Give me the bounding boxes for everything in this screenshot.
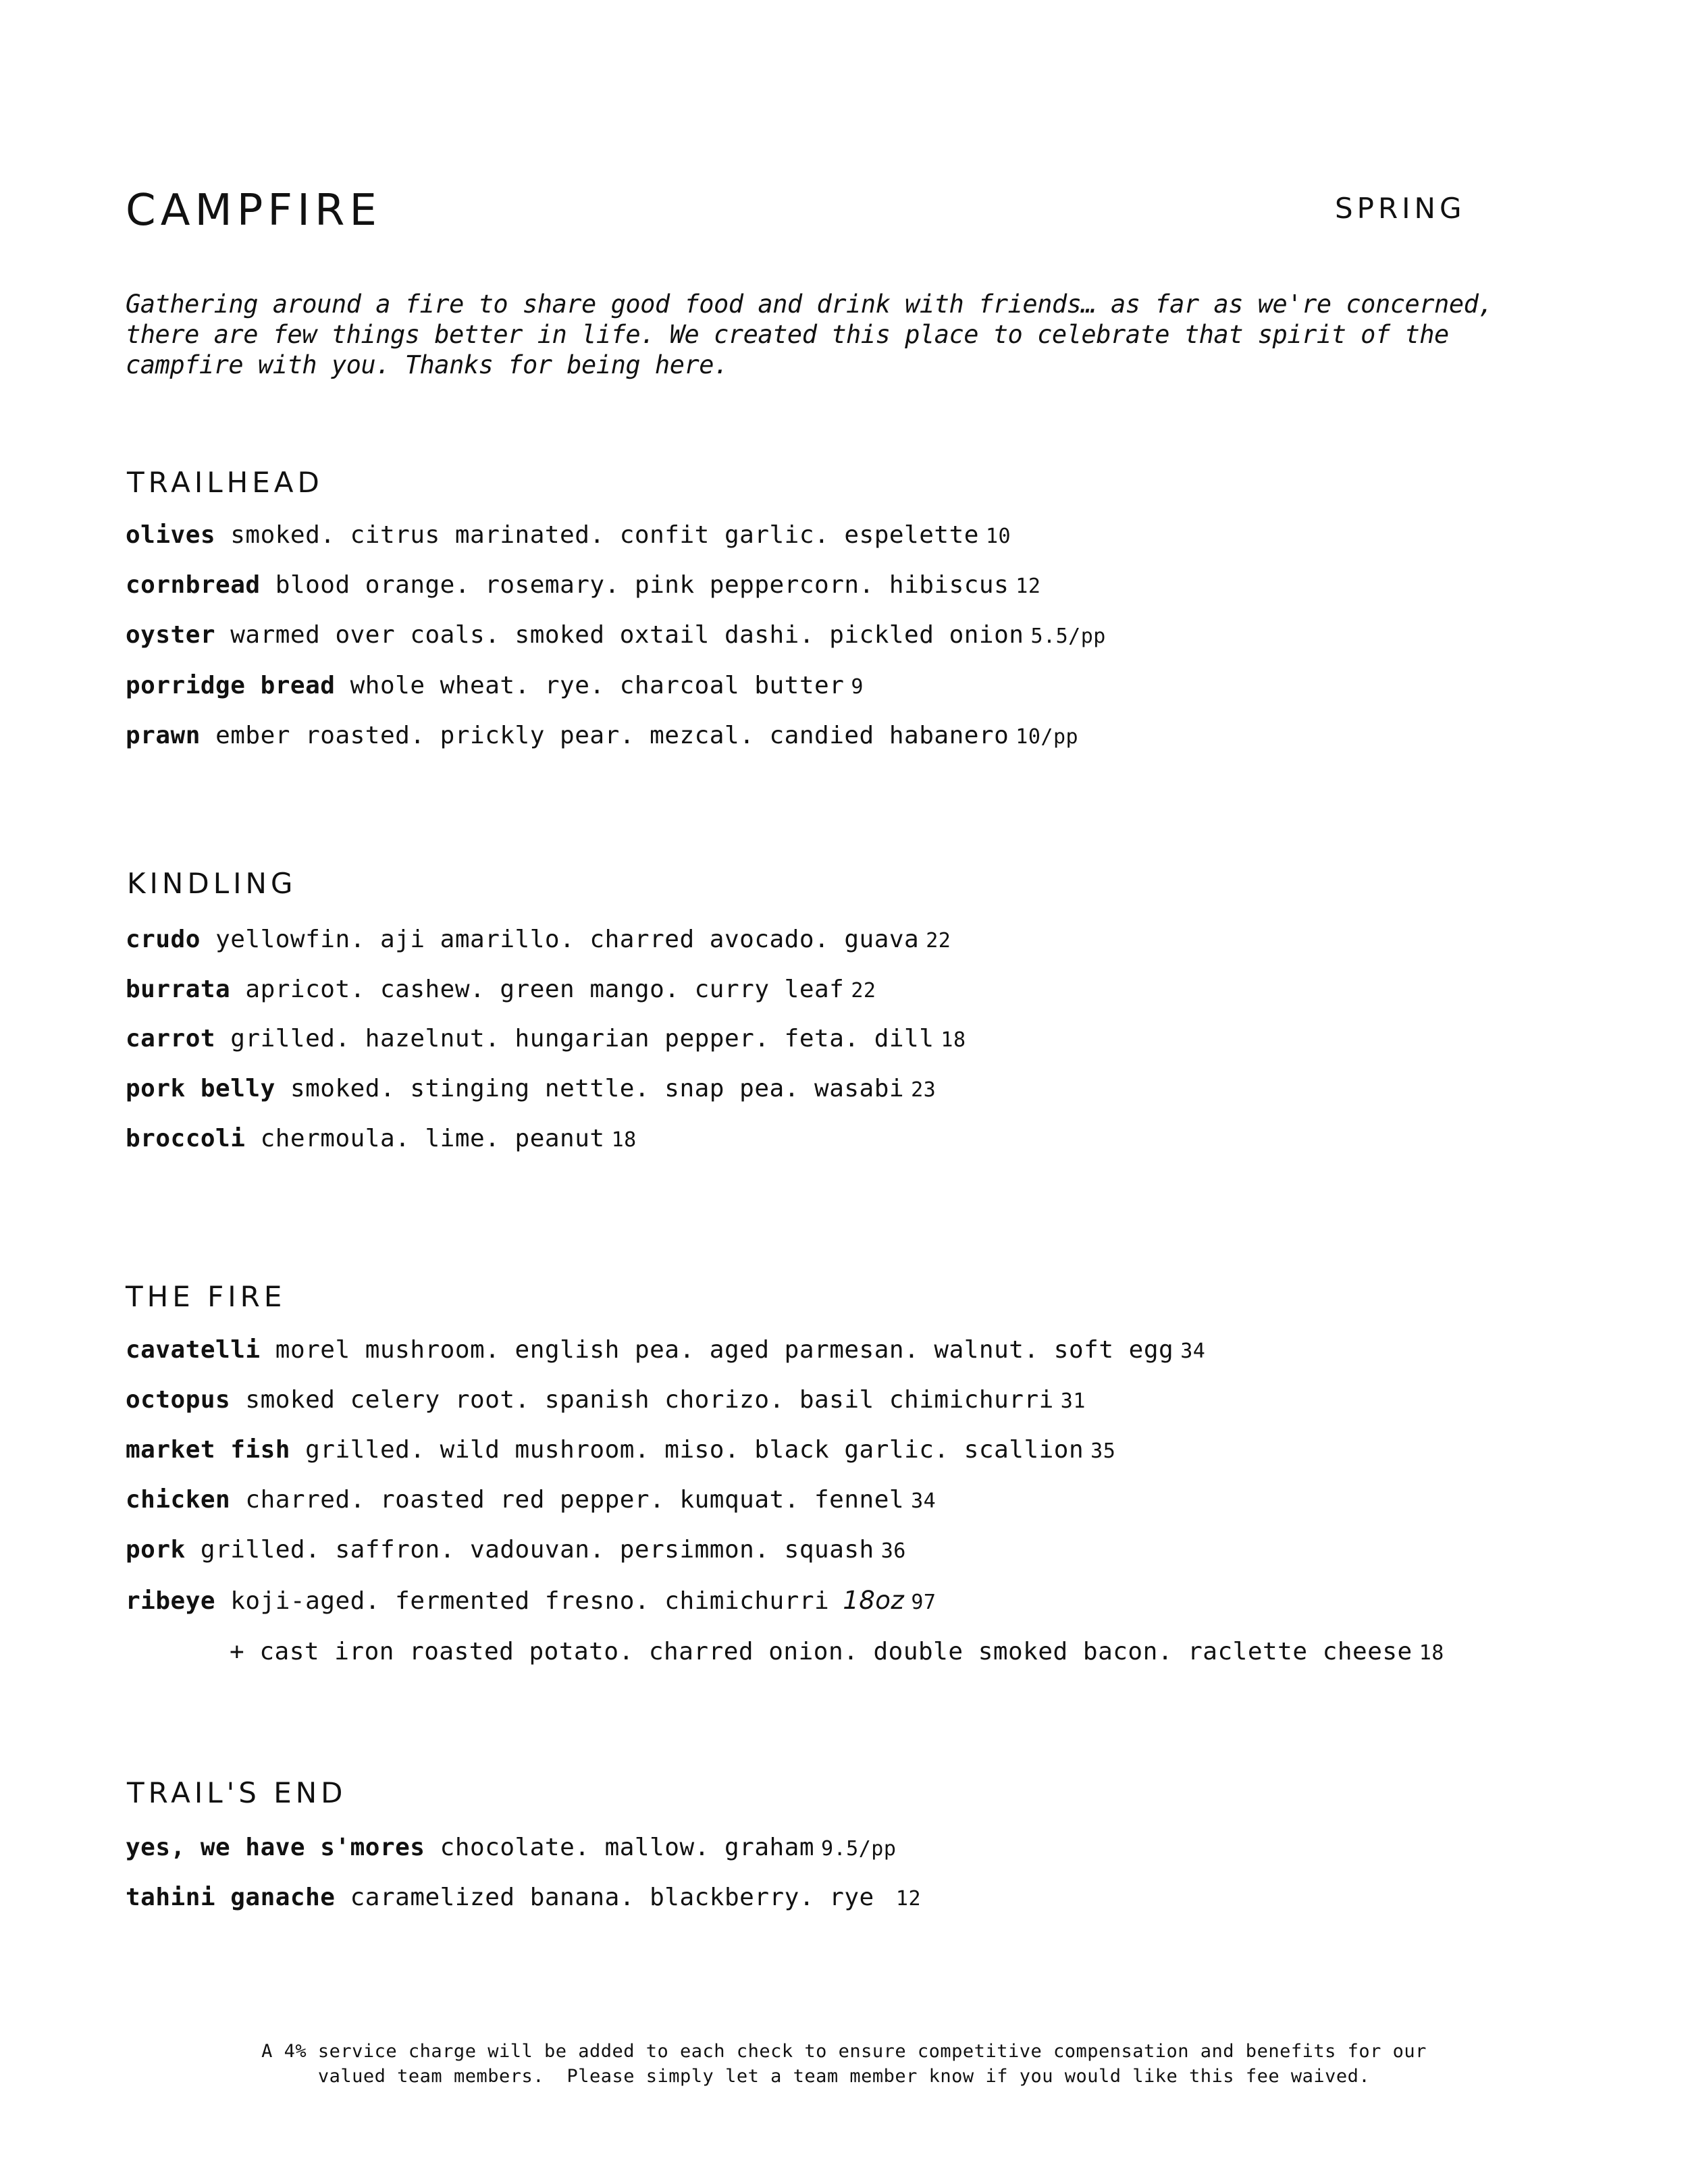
item-desc: blood orange. rosemary. pink peppercorn. hibiscus: [275, 571, 1009, 599]
item-name: yes, we have s'mores: [126, 1834, 425, 1861]
item-name: market fish: [126, 1436, 290, 1464]
item-desc: caramelized banana. blackberry. rye: [350, 1884, 889, 1911]
intro-line: there are few things better in life. We created this place to celebrate that spirit of the: [126, 320, 1449, 349]
item-name: chicken: [126, 1486, 231, 1514]
item-desc: grilled. wild mushroom. miso. black garlic. scallion: [305, 1436, 1084, 1464]
item-price: 23: [911, 1078, 937, 1102]
item-desc: apricot. cashew. green mango. curry leaf: [245, 976, 845, 1003]
item-price: 18: [611, 1128, 637, 1152]
item-price: 34: [911, 1489, 937, 1513]
menu-item: [126, 1027, 966, 1051]
item-name: oyster: [126, 621, 216, 649]
menu-item-addon: [230, 1640, 1444, 1664]
menu-item: [126, 523, 1011, 548]
addon-price: 18: [1419, 1641, 1444, 1665]
item-desc: yellowfin. aji amarillo. charred avocado. guava: [215, 926, 920, 953]
item-desc: smoked. citrus marinated. confit garlic. espelette: [230, 521, 979, 549]
item-desc: koji-aged. fermented fresno. chimichurri: [230, 1587, 830, 1615]
menu-item: [126, 1388, 1086, 1412]
menu-item: [126, 1886, 921, 1910]
menu-item: [126, 1538, 906, 1562]
item-price: 10: [985, 525, 1011, 548]
menu-item: [126, 1338, 1205, 1362]
item-name: carrot: [126, 1025, 216, 1053]
section-title-trails-end: TRAIL'S END: [127, 1776, 347, 1809]
item-name: broccoli: [126, 1125, 246, 1152]
item-desc: grilled. hazelnut. hungarian pepper. feta. dill: [230, 1025, 934, 1053]
season-label: SPRING: [1335, 192, 1466, 225]
item-name: porridge bread: [126, 672, 336, 699]
item-price: 5.5/pp: [1030, 624, 1106, 648]
item-price: 9: [851, 675, 864, 699]
item-price: 18: [941, 1028, 966, 1052]
footer-line: A 4% service charge will be added to each check to ensure competitive compensation and benefits for our: [261, 2041, 1427, 2062]
item-price: 10/pp: [1016, 725, 1079, 749]
intro-line: Gathering around a fire to share good food and drink with friends… as far as we're concerned,: [126, 290, 1494, 319]
section-title-kindling: KINDLING: [127, 867, 297, 900]
item-price: 12: [895, 1887, 922, 1911]
item-desc: charred. roasted red pepper. kumquat. fennel: [245, 1486, 905, 1514]
item-price: 12: [1016, 575, 1041, 598]
item-price: 97: [911, 1591, 937, 1614]
item-price: 35: [1090, 1439, 1116, 1463]
item-name: cavatelli: [126, 1336, 261, 1364]
footer-line: valued team members. Please simply let a team member know if you would like this fee waived.: [317, 2066, 1371, 2087]
item-name: burrata: [126, 976, 231, 1003]
section-title-the-fire: THE FIRE: [126, 1280, 286, 1313]
menu-item: [126, 928, 951, 952]
item-name: pork: [126, 1536, 186, 1564]
item-desc: smoked. stinging nettle. snap pea. wasabi: [290, 1075, 905, 1102]
item-desc: warmed over coals. smoked oxtail dashi. pickled onion: [230, 621, 1024, 649]
item-name: cornbread: [126, 571, 261, 599]
item-desc: chocolate. mallow. graham: [440, 1834, 815, 1861]
menu-item: [126, 1127, 637, 1151]
menu-item: [126, 1488, 936, 1512]
item-price: 34: [1180, 1339, 1206, 1363]
item-price: 22: [851, 979, 876, 1003]
menu-item: [126, 978, 876, 1002]
section-title-trailhead: TRAILHEAD: [127, 466, 323, 499]
menu-item: [126, 1588, 936, 1614]
item-name: octopus: [126, 1386, 231, 1414]
item-desc: grilled. saffron. vadouvan. persimmon. squash: [200, 1536, 874, 1564]
item-desc: whole wheat. rye. charcoal butter: [350, 672, 845, 699]
item-name: pork belly: [126, 1075, 275, 1102]
item-name: crudo: [126, 926, 201, 953]
menu-item: [126, 1438, 1115, 1462]
item-name: tahini ganache: [126, 1884, 336, 1911]
item-name: ribeye: [126, 1587, 216, 1615]
menu-item: [126, 1077, 936, 1101]
intro-text: [126, 289, 1598, 380]
item-desc: morel mushroom. english pea. aged parmesan. walnut. soft egg: [275, 1336, 1174, 1364]
item-name: prawn: [126, 722, 201, 749]
item-name: olives: [126, 521, 216, 549]
menu-item: [126, 724, 1078, 748]
item-price: 9.5/pp: [821, 1837, 897, 1861]
menu-item: [126, 573, 1040, 597]
addon-desc: + cast iron roasted potato. charred onion. double smoked bacon. raclette cheese: [230, 1638, 1413, 1666]
service-charge-note: [0, 2039, 1688, 2089]
item-desc: ember roasted. prickly pear. mezcal. candied habanero: [215, 722, 1009, 749]
menu-title: CAMPFIRE: [126, 186, 381, 236]
item-desc: chermoula. lime. peanut: [260, 1125, 605, 1152]
item-desc: smoked celery root. spanish chorizo. basil chimichurri: [245, 1386, 1054, 1414]
menu-item: [126, 674, 864, 698]
item-size: 18oz: [843, 1586, 905, 1615]
item-price: 36: [880, 1539, 906, 1563]
item-price: 22: [926, 929, 951, 953]
menu-item: [126, 623, 1106, 647]
intro-line: campfire with you. Thanks for being here.: [126, 350, 729, 379]
menu-item: [126, 1836, 896, 1860]
item-price: 31: [1060, 1389, 1086, 1413]
